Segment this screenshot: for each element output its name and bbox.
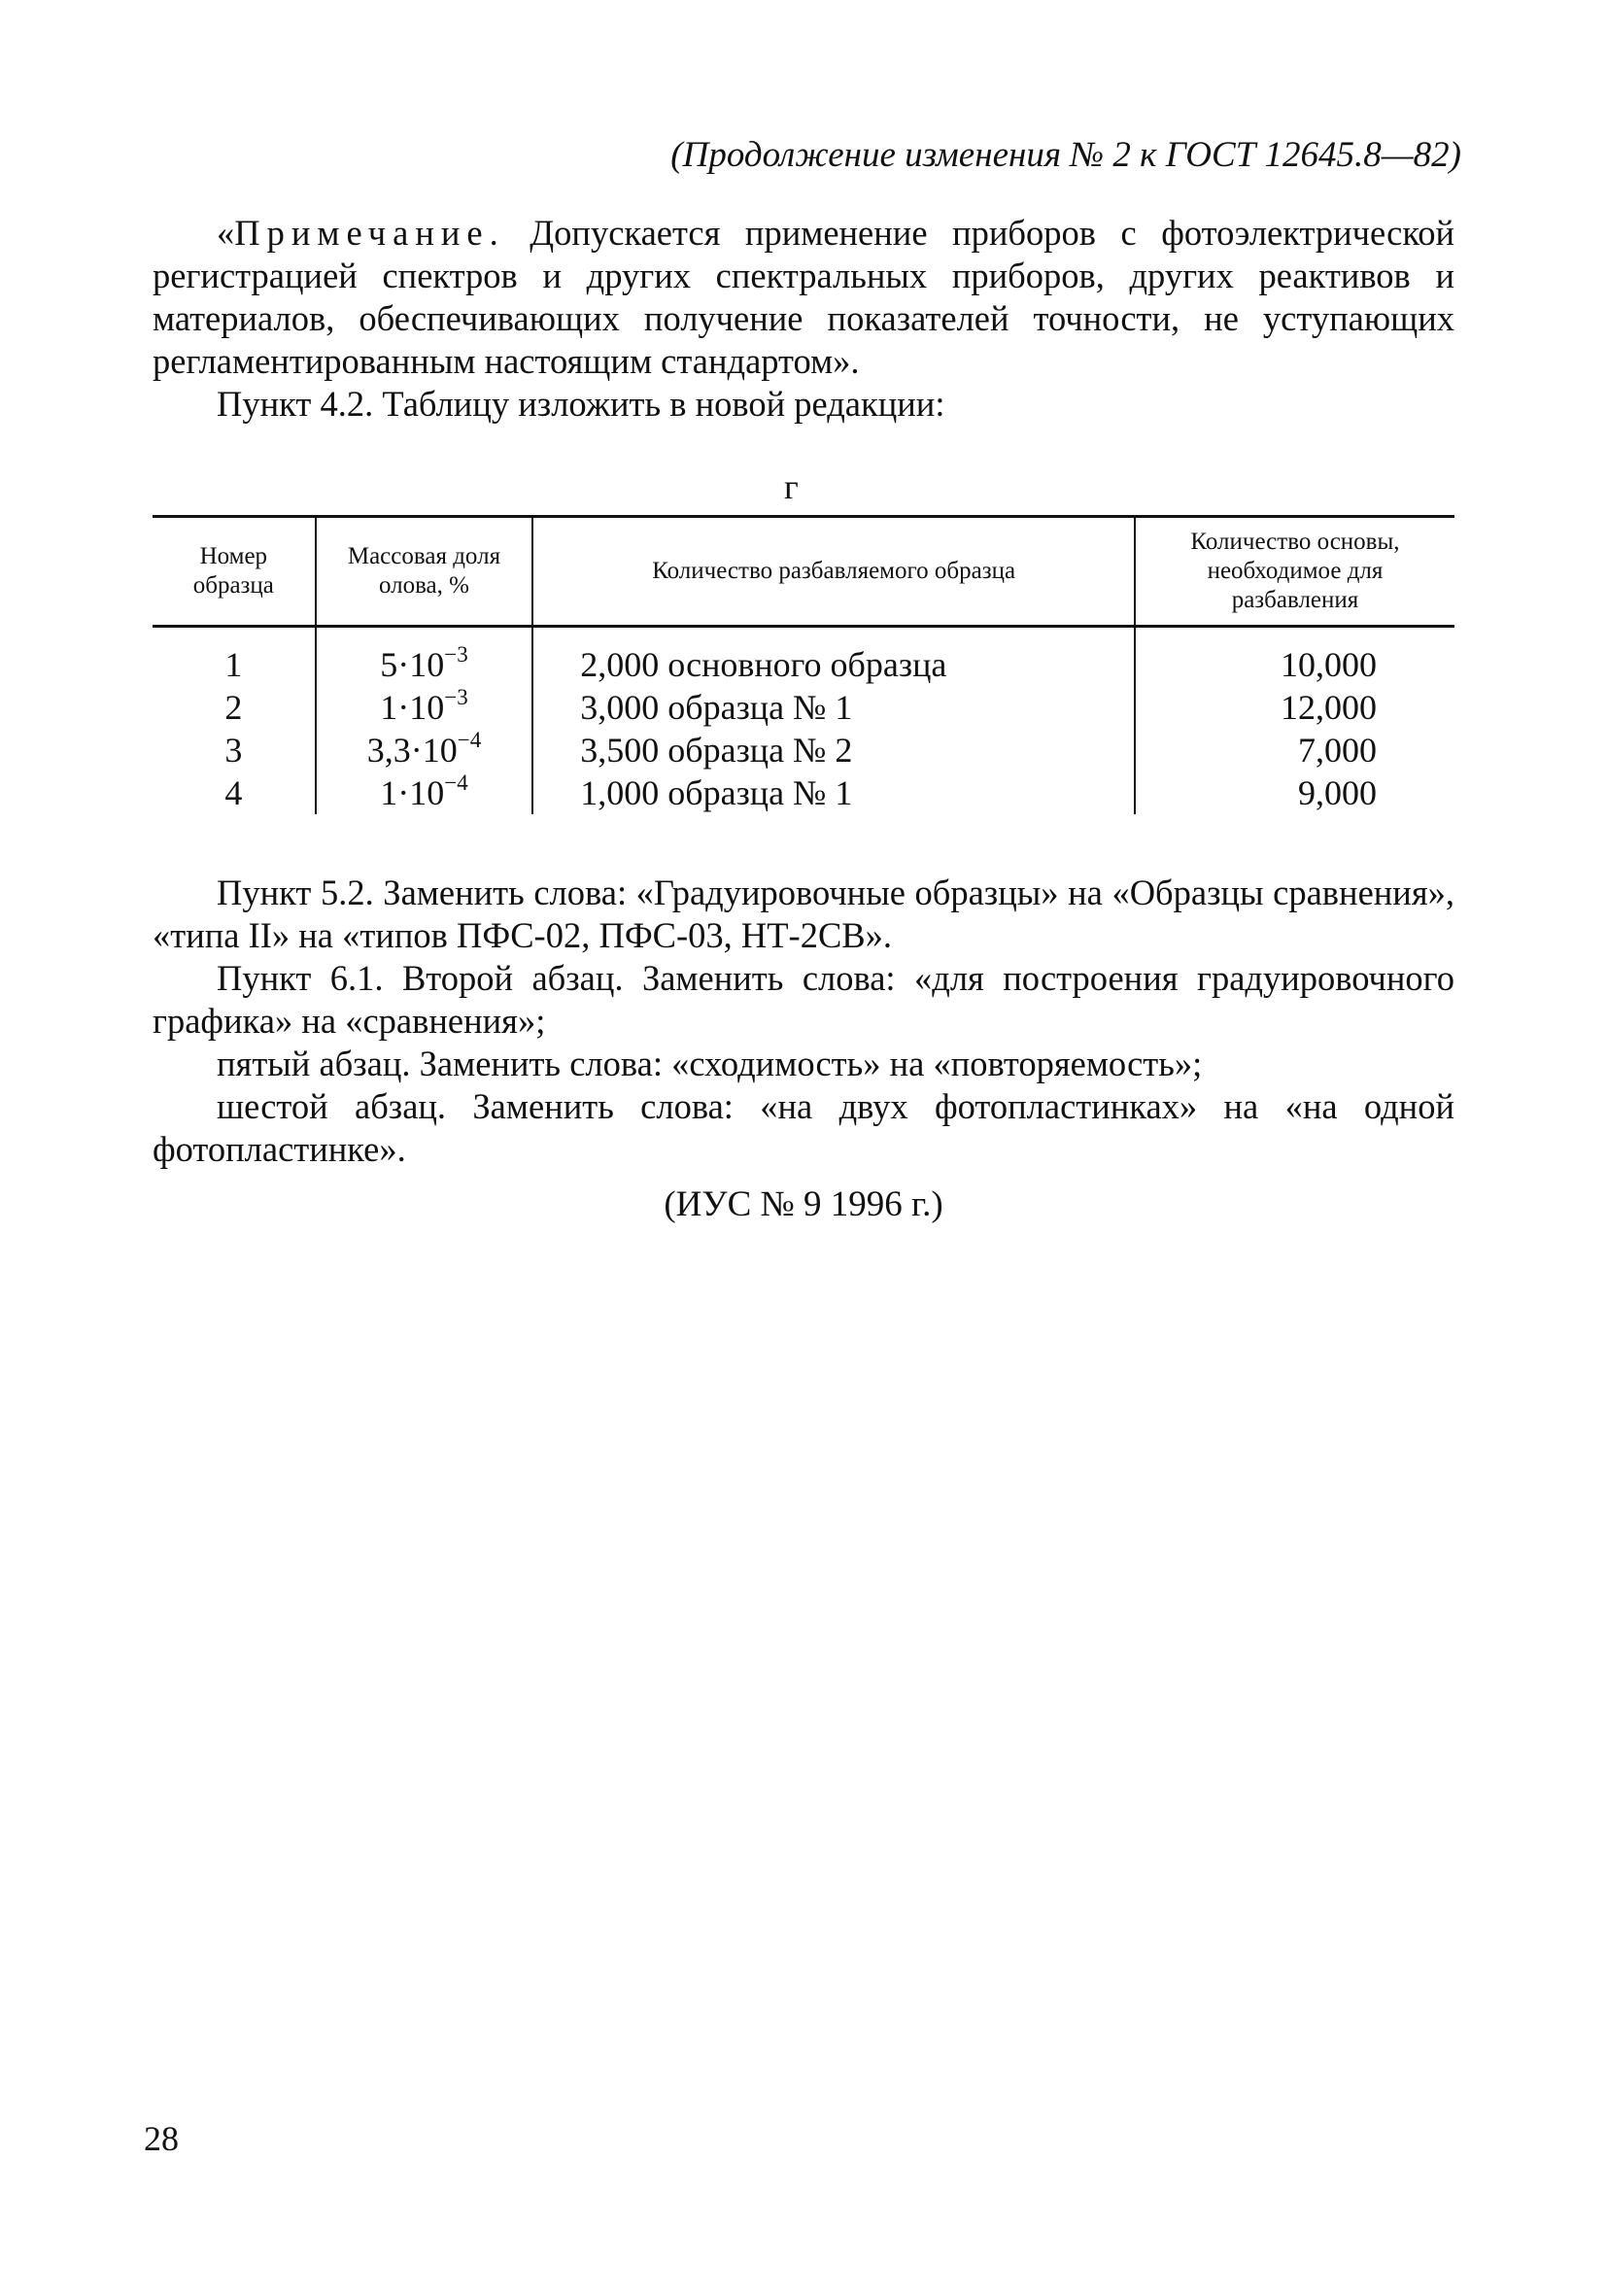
cell-fraction [316,627,533,687]
paragraph-sixth: шестой абзац. Заменить слова: «на двух фотопластинках» на «на одной фотопластинке». [153,1086,1454,1169]
cell-number: 1 [224,645,243,684]
cell-base: 10,000 [1135,627,1454,687]
cell-number: 2 [224,688,243,727]
note-paragraph [153,212,1454,383]
fraction-base: 3,3·10 [366,731,458,770]
note-label: Примечание. [234,213,505,253]
header-tin-fraction: Массовая доля олова, % [316,517,533,627]
table-header-row [153,517,1454,627]
paragraph-fifth: пятый абзац. Заменить слова: «сходимость» на «повторяемость»; [217,1044,1203,1083]
table-row [153,729,1454,771]
paragraph-4-2: Пункт 4.2. Таблицу изложить в новой редакции: [217,384,945,424]
cell-fraction [316,771,533,814]
page-number: 28 [144,2119,179,2158]
cell-sample: 2,000 основного образца [532,627,1135,687]
text-block-bottom [153,872,1454,1171]
fraction-exponent: −3 [444,685,468,709]
cell-number: 3 [224,731,243,770]
fraction-base: 5·10 [380,645,445,684]
cell-base: 7,000 [1135,729,1454,771]
paragraph-6-1: Пункт 6.1. Второй абзац. Заменить слова: «для построения градуировочного графика» на «сравнения»; [153,958,1454,1041]
page-header: (Продолжение изменения № 2 к ГОСТ 12645.8—82) [670,135,1461,175]
header-base-amount: Количество основы, необходимое для разбавления [1135,517,1454,627]
dilution-table [153,515,1454,814]
fraction-exponent: −4 [444,771,468,795]
cell-base: 9,000 [1135,771,1454,814]
header-sample-number: Номер образца [153,517,316,627]
note-open-quote: « [217,213,235,253]
cell-sample: 1,000 образца № 1 [532,771,1135,814]
cell-fraction [316,686,533,729]
table-row [153,771,1454,814]
cell-sample: 3,000 образца № 1 [532,686,1135,729]
header-diluted-amount: Количество разбавляемого образца [532,517,1135,627]
fraction-exponent: −4 [457,728,482,752]
cell-base: 12,000 [1135,686,1454,729]
paragraph-5-2: Пункт 5.2. Заменить слова: «Градуировочные образцы» на «Образцы сравнения», «типа II» на «типов ПФС-02, ПФС-03, НТ-2СВ». [153,873,1454,955]
cell-number: 4 [224,773,243,812]
table-row [153,627,1454,687]
ius-reference: (ИУС № 9 1996 г.) [664,1184,943,1224]
table-unit: г [784,467,799,506]
fraction-base: 1·10 [380,688,445,727]
fraction-base: 1·10 [380,773,445,812]
fraction-exponent: −3 [444,642,468,667]
cell-sample: 3,500 образца № 2 [532,729,1135,771]
text-block-top [153,212,1454,426]
table-row [153,686,1454,729]
cell-fraction [316,729,533,771]
note-text: Допускается применение приборов с фотоэлектрической регистрацией спектров и других спектральных приборов, других реактивов и материалов, обеспечивающих получение показателей точности, не уступающих регламентированным настоящим стандартом». [153,213,1454,381]
